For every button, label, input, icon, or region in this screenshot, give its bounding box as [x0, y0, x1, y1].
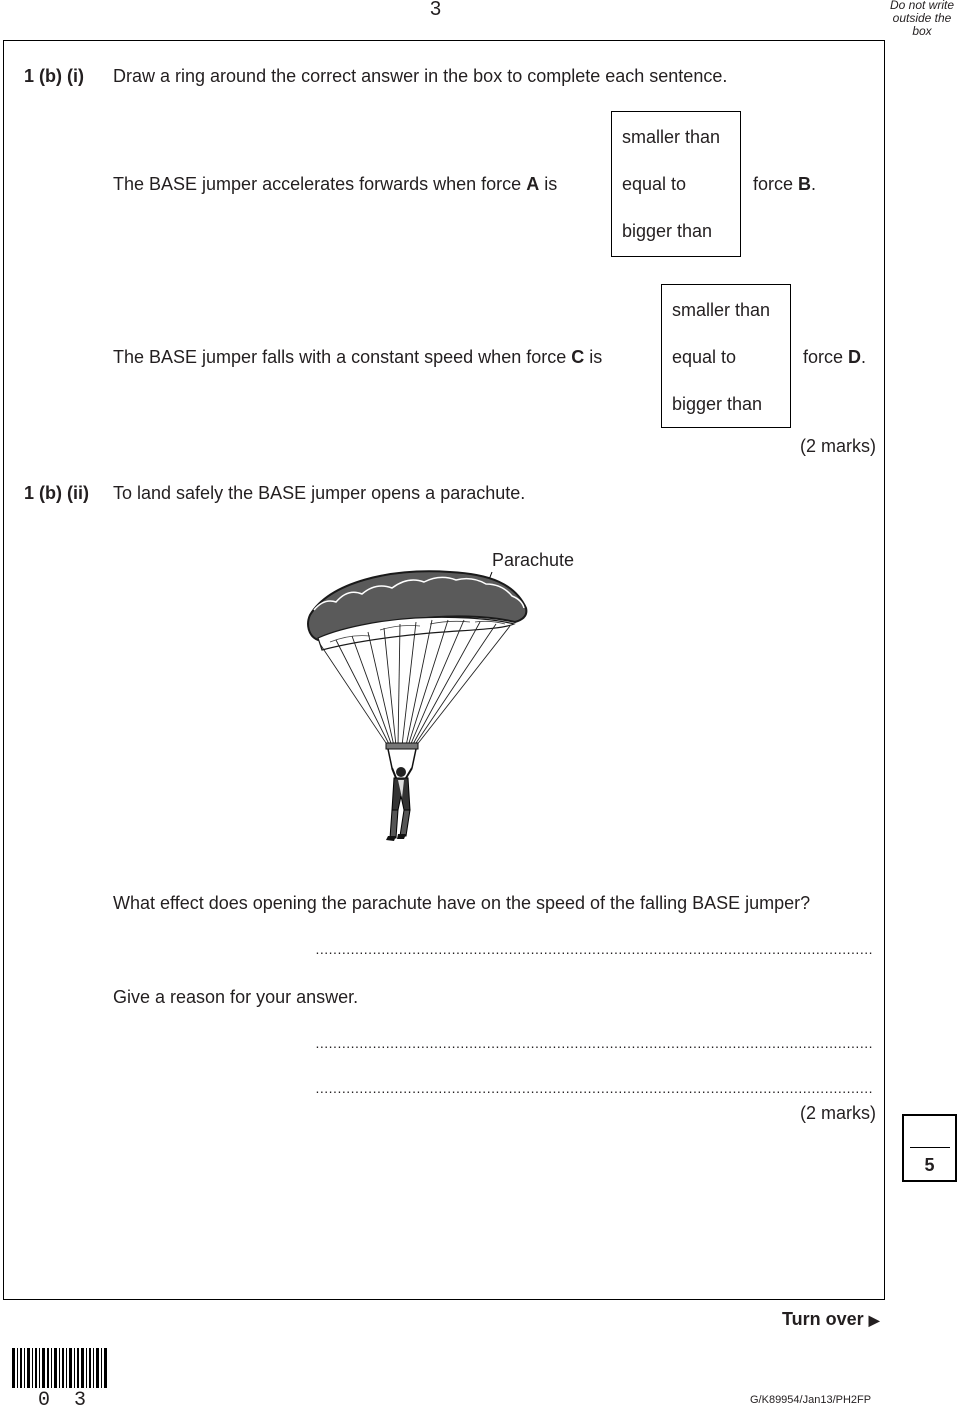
- option-1-smaller-than[interactable]: smaller than: [622, 127, 721, 147]
- right-triangle-icon: ▶: [868, 1312, 880, 1328]
- riser-bar: [386, 743, 418, 749]
- sentence-2-force-word: force: [803, 347, 849, 367]
- barcode-digits: 0 3: [38, 1389, 93, 1412]
- marks-1bi: (2 marks): [800, 436, 876, 456]
- sentence-1-force-word: force: [753, 174, 799, 194]
- option-1-equal-to[interactable]: equal to: [622, 174, 687, 194]
- page-number: 3: [430, 0, 442, 20]
- sentence-2-text: The BASE jumper falls with a constant speed when force: [113, 347, 567, 367]
- option-1-bigger-than[interactable]: bigger than: [622, 221, 713, 241]
- instruction-text: Draw a ring around the correct answer in the box to complete each sentence.: [113, 66, 728, 86]
- parachute-label: Parachute: [492, 550, 575, 570]
- sentence-1-period: .: [811, 174, 817, 194]
- answer-line-2[interactable]: ...............................................................................................................................: [315, 1035, 873, 1051]
- sentence-1-tail: [753, 174, 816, 195]
- marks-1bii: (2 marks): [800, 1103, 876, 1123]
- option-2-equal-to[interactable]: equal to: [672, 347, 737, 367]
- force-d-label: D: [848, 347, 862, 367]
- answer-line-1[interactable]: ...............................................................................................................................: [315, 941, 873, 957]
- sentence-2-tail: [803, 347, 866, 368]
- option-2-bigger-than[interactable]: bigger than: [672, 394, 763, 414]
- question-number-1bi: 1 (b) (i): [24, 66, 84, 86]
- option-2-smaller-than[interactable]: smaller than: [672, 300, 771, 320]
- statement-text: To land safely the BASE jumper opens a parachute.: [113, 483, 526, 503]
- force-b-label: B: [798, 174, 812, 194]
- force-c-label: C: [571, 347, 585, 367]
- paper-code: G/K89954/Jan13/PH2FP: [750, 1394, 872, 1406]
- force-a-label: A: [526, 174, 540, 194]
- sentence-1-text: The BASE jumper accelerates forwards when force: [113, 174, 522, 194]
- jumper-figure: [386, 767, 412, 841]
- turn-over-label: Turn over: [782, 1309, 864, 1329]
- sentence-2-stem: [113, 347, 602, 368]
- parachute-figure: [300, 560, 560, 850]
- sentence-1-stem: [113, 174, 557, 195]
- sentence-2-period: .: [861, 347, 867, 367]
- score-line: [910, 1147, 950, 1148]
- barcode: [12, 1348, 108, 1388]
- reason-prompt: Give a reason for your answer.: [113, 987, 359, 1007]
- turn-over: [782, 1309, 879, 1330]
- answer-line-3[interactable]: ...............................................................................................................................: [315, 1080, 873, 1096]
- margin-note: Do not write outside the box: [889, 0, 955, 38]
- score-total: 5: [924, 1155, 935, 1175]
- sentence-2-is: is: [584, 347, 603, 367]
- sentence-1-is: is: [539, 174, 558, 194]
- question-text: What effect does opening the parachute have on the speed of the falling BASE jumper?: [113, 893, 811, 913]
- question-number-1bii: 1 (b) (ii): [24, 483, 89, 503]
